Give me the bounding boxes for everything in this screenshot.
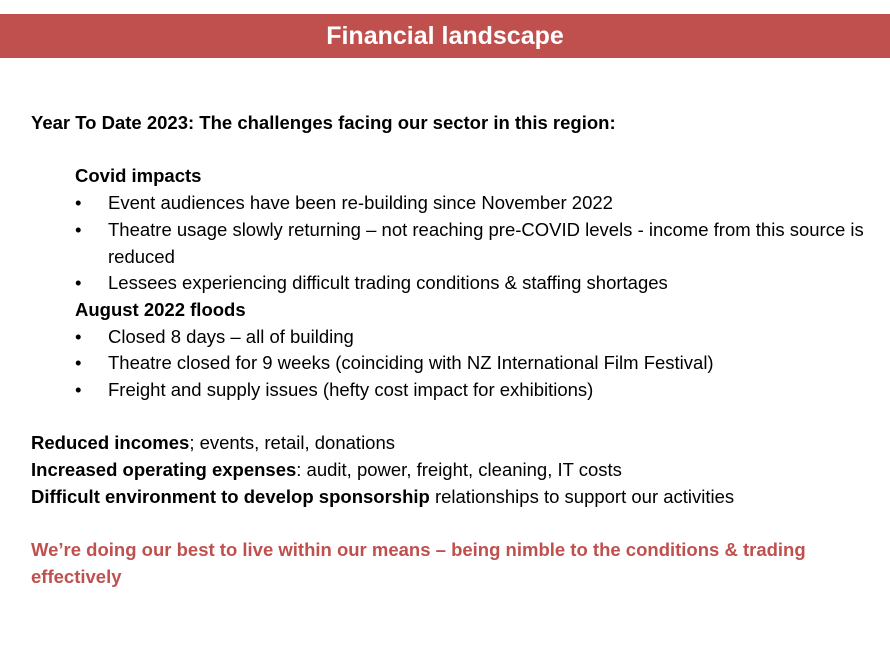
list-item-text: Theatre usage slowly returning – not reaching pre-COVID levels - income from this source is reduced <box>108 218 864 267</box>
list-item-text: Theatre closed for 9 weeks (coinciding with NZ International Film Festival) <box>108 352 714 374</box>
spacer <box>31 511 871 538</box>
summary-label: Difficult environment to develop sponsorship <box>31 485 430 507</box>
closing-statement: We’re doing our best to live within our means – being nimble to the conditions & trading effectively <box>31 539 806 587</box>
spacer <box>31 404 871 431</box>
summary-detail: ; events, retail, donations <box>189 432 396 454</box>
summary-line-operating-expenses <box>31 457 871 484</box>
section-august-floods <box>75 297 871 404</box>
spacer <box>31 137 871 164</box>
list-item-text: Lessees experiencing difficult trading conditions & staffing shortages <box>108 272 668 294</box>
bullet-icon: • <box>75 379 82 401</box>
list-item-text: Freight and supply issues (hefty cost impact for exhibitions) <box>108 379 594 401</box>
title-bar <box>0 14 890 58</box>
slide-content <box>31 110 871 591</box>
list-item <box>75 377 871 404</box>
summary-detail: relationships to support our activities <box>429 485 735 507</box>
section-title: August 2022 floods <box>75 298 246 320</box>
summary-label: Increased operating expenses <box>31 459 297 481</box>
summary-line-reduced-incomes <box>31 430 871 457</box>
page-title: Financial landscape <box>326 21 564 50</box>
list-item-text: Event audiences have been re-building since November 2022 <box>108 192 613 214</box>
section-covid-impacts <box>75 163 871 297</box>
section-title: Covid impacts <box>75 165 202 187</box>
bullet-list <box>75 324 871 404</box>
list-item <box>75 350 871 377</box>
list-item <box>75 190 871 217</box>
bullet-icon: • <box>75 352 82 374</box>
content-heading: Year To Date 2023: The challenges facing our sector in this region: <box>31 112 616 133</box>
bullet-icon: • <box>75 218 82 240</box>
bullet-icon: • <box>75 272 82 294</box>
summary-label: Reduced incomes <box>31 432 190 454</box>
list-item <box>75 270 871 297</box>
bullet-icon: • <box>75 192 82 214</box>
list-item <box>75 324 871 351</box>
list-item-text: Closed 8 days – all of building <box>108 325 354 347</box>
list-item <box>75 217 871 270</box>
bullet-icon: • <box>75 325 82 347</box>
bullet-list <box>75 190 871 297</box>
summary-detail: : audit, power, freight, cleaning, IT costs <box>296 459 622 481</box>
summary-line-sponsorship <box>31 484 871 511</box>
